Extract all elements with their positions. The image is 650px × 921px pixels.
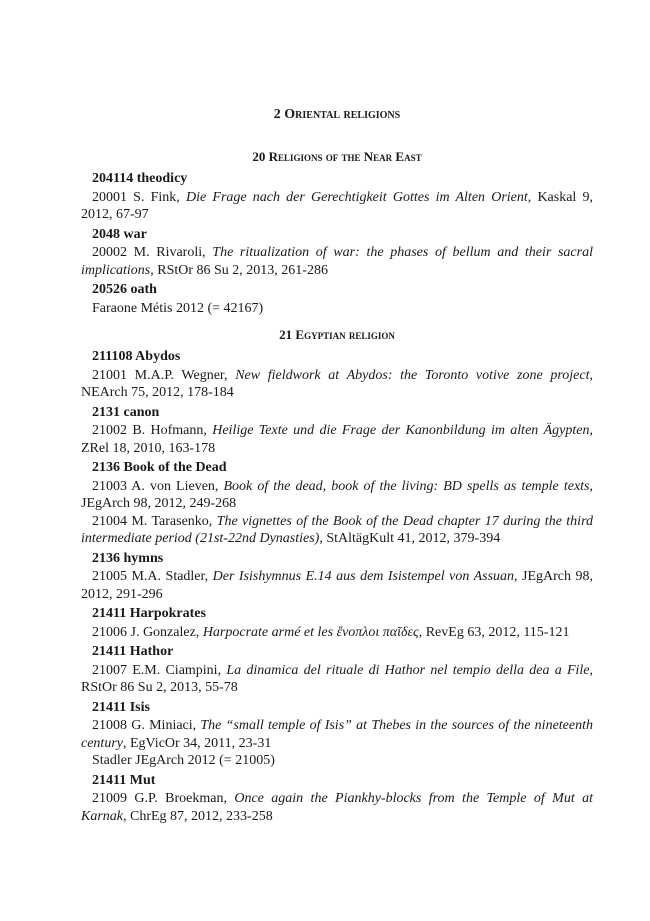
chapter-number: 2 (273, 107, 281, 122)
entry-title: The ritualization of war: the phases of bellum and their sacral implications (81, 245, 593, 278)
entry-author: 21003 A. von Lieven, (92, 478, 224, 494)
bibliography-entry (81, 513, 593, 548)
topic-abydos (81, 348, 593, 402)
section-name: Egyptian religion (295, 327, 395, 342)
bibliography-entry (81, 662, 593, 697)
topic-theodicy (81, 170, 593, 224)
chapter-name: Oriental religions (284, 107, 401, 122)
entry-citation: , Kaskal 9, 2012, 67-97 (81, 189, 593, 222)
entry-citation: , RStOr 86 Su 2, 2013, 55-78 (81, 662, 593, 695)
bibliography-entry (81, 367, 593, 402)
entry-title: New fieldwork at Abydos: the Toronto votive zone project (235, 367, 590, 383)
topic-heading: 21411 Harpokrates (92, 606, 206, 621)
topic-heading: 204114 theodicy (92, 171, 188, 186)
entry-author: 21006 J. Gonzalez, (92, 624, 203, 640)
entry-author: 21001 M.A.P. Wegner, (92, 367, 236, 383)
section-number: 20 (252, 149, 266, 164)
topic-hymns (81, 550, 593, 604)
entry-author: 21004 M. Tarasenko, (92, 513, 217, 529)
entry-author: 21008 G. Miniaci, (92, 718, 201, 733)
entry-citation: , NEArch 75, 2012, 178-184 (81, 367, 593, 400)
topic-heading: 21411 Isis (92, 699, 150, 715)
entry-citation: , EgVicOr 34, 2011, 23-31 (122, 735, 272, 751)
section-name: Religions of the Near East (268, 149, 422, 164)
entry-title: Die Frage nach der Gerechtigkeit Gottes im Alten Orient (186, 189, 528, 205)
topic-heading: 2136 hymns (92, 550, 164, 566)
topic-heading: 20526 oath (92, 282, 157, 297)
topic-mut (81, 772, 593, 826)
section-egyptian (81, 326, 593, 825)
entry-author: 21009 G.P. Broekman, (92, 791, 235, 806)
entry-title: Once again the Piankhy-blocks from the Temple of Mut at Karnak (81, 791, 593, 824)
section-title (81, 326, 593, 344)
entry-author: 20002 M. Rivaroli, (92, 245, 213, 260)
cross-reference (81, 752, 593, 770)
bibliography-entry (81, 189, 593, 224)
cross-reference (81, 300, 593, 318)
entry-citation: , RStOr 86 Su 2, 2013, 261-286 (150, 262, 328, 278)
entry-author: 21005 M.A. Stadler, (92, 569, 213, 584)
entry-citation: , JEgArch 98, 2012, 249-268 (81, 478, 593, 511)
section-near-east (81, 148, 593, 317)
bibliography-entry (81, 244, 593, 279)
section-title (81, 148, 593, 166)
entry-citation: , StAltägKult 41, 2012, 379-394 (319, 531, 501, 546)
bibliography-entry (81, 478, 593, 513)
bibliography-entry (81, 624, 593, 642)
topic-heading: 2136 Book of the Dead (92, 460, 227, 475)
chapter-title (81, 106, 593, 124)
entry-title: La dinamica del rituale di Hathor nel tempio della dea a File (226, 662, 590, 678)
entry-citation: , ChrEg 87, 2012, 233-258 (123, 808, 273, 824)
topic-canon (81, 404, 593, 458)
entry-title: The “small temple of Isis” at Thebes in the sources of the nineteenth century (81, 718, 593, 751)
entry-citation: , RevEg 63, 2012, 115-121 (418, 624, 570, 640)
topic-isis (81, 699, 593, 770)
topic-heading: 21411 Hathor (92, 644, 174, 659)
entry-title: The vignettes of the Book of the Dead chapter 17 during the third intermediate period (21st-22nd Dynasties) (81, 513, 593, 546)
bibliography-entry (81, 790, 593, 825)
topic-heading: 211108 Abydos (92, 349, 181, 364)
bibliography-entry (81, 422, 593, 457)
entry-author: 21002 B. Hofmann, (92, 423, 213, 438)
entry-author: 21007 E.M. Ciampini, (92, 662, 227, 678)
topic-book-of-the-dead (81, 459, 593, 548)
topic-heading: 2048 war (92, 226, 147, 242)
bibliography-entry (81, 568, 593, 603)
entry-author: Stadler JEgArch 2012 (= 21005) (92, 753, 275, 768)
entry-citation: , JEgArch 98, 2012, 291-296 (81, 569, 593, 602)
entry-title: Der Isishymnus E.14 aus dem Isistempel von Assuan (212, 569, 515, 584)
topic-oath (81, 281, 593, 317)
bibliography-entry (81, 717, 593, 752)
entry-title: Heilige Texte und die Frage der Kanonbildung im alten Ägypten (212, 423, 590, 438)
topic-harpokrates (81, 605, 593, 641)
topic-hathor (81, 643, 593, 697)
topic-heading: 21411 Mut (92, 772, 156, 788)
topic-heading: 2131 canon (92, 404, 160, 420)
entry-author: Faraone Métis 2012 (= 42167) (92, 300, 264, 316)
topic-war (81, 226, 593, 280)
entry-author: 20001 S. Fink, (92, 189, 186, 205)
entry-citation: , ZRel 18, 2010, 163-178 (81, 423, 593, 456)
section-number: 21 (279, 327, 293, 342)
body-flow (81, 148, 593, 825)
entry-title: Book of the dead, book of the living: BD spells as temple texts (223, 478, 590, 494)
entry-title: Harpocrate armé et les ἔνοπλοι παῖδες (202, 624, 419, 640)
